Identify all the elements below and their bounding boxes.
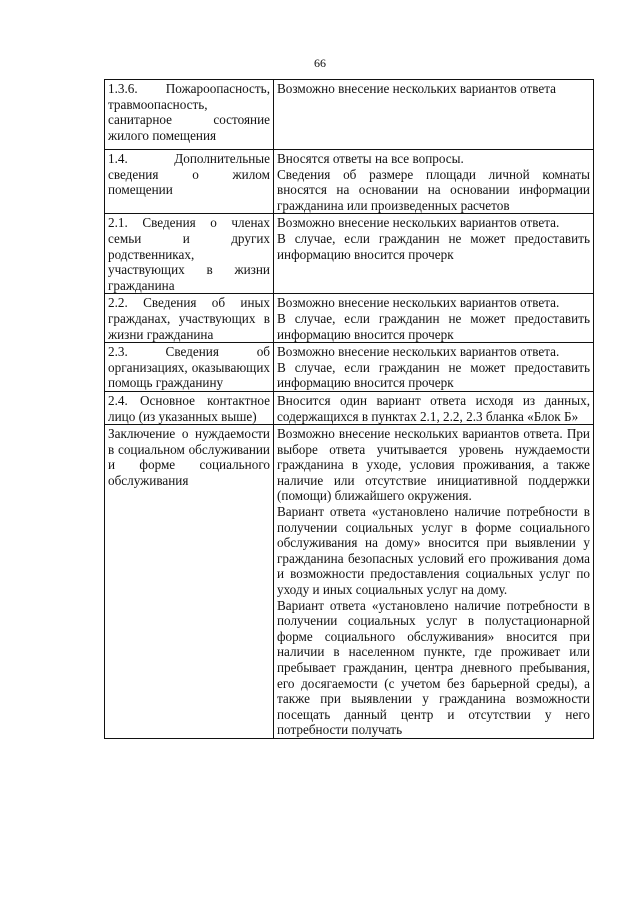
content-paragraph: Вариант ответа «установлено наличие потребности в получении социальных услуг в форме социального обслуживания на дому» вносится при выявлении у гражданина безопасных условий его проживания дома и возможности предоставления социальных услуг по уходу и иных социальных услуг на дому. [277,504,590,598]
row-label: Заключение о нуждаемости в социальном обслуживании и форме социального обслуживания [105,425,274,739]
content-paragraph: Возможно внесение нескольких вариантов ответа. [277,215,560,231]
row-label: 2.4. Основное контактное лицо (из указанных выше) [105,391,274,424]
page-number: 66 [314,56,326,70]
row-content [274,214,594,294]
row-content [274,80,594,150]
row-label: 1.4. Дополнительные сведения о жилом помещении [105,150,274,214]
table-row [105,214,594,294]
table-row [105,391,594,424]
row-content [274,150,594,214]
row-content [274,294,594,343]
row-content [274,391,594,424]
row-label: 1.3.6. Пожароопасность, травмоопасность, санитарное состояние жилого помещения [105,80,274,150]
content-paragraph: В случае, если гражданин не может предоставить информацию вносится прочерк [277,230,590,262]
content-paragraph: В случае, если гражданин не может предоставить информацию вносится прочерк [277,359,590,391]
table-row [105,343,594,392]
table-row [105,425,594,739]
content-paragraph: В случае, если гражданин не может предоставить информацию вносится прочерк [277,310,590,342]
table-row [105,150,594,214]
content-paragraph: Вносятся ответы на все вопросы. [277,151,464,166]
row-label: 2.1. Сведения о членах семьи и других родственниках, участвующих в жизни гражданина [105,214,274,294]
content-paragraph: Возможно внесение нескольких вариантов ответа. [277,344,560,360]
row-content [274,425,594,739]
content-paragraph: Возможно внесение нескольких вариантов ответа. [277,295,560,311]
row-label: 2.2. Сведения об иных гражданах, участвующих в жизни гражданина [105,294,274,343]
content-paragraph: Возможно внесение нескольких вариантов ответа. При выборе ответа учитывается уровень нуждаемости гражданина в уходе, условия проживания, а также наличие или отсутствие инициативной поддержки (помощи) ближайшего окружения. [277,426,590,504]
row-label: 2.3. Сведения об организациях, оказывающих помощь гражданину [105,343,274,392]
content-paragraph: Возможно внесение нескольких вариантов ответа [277,81,557,96]
content-paragraph: Вариант ответа «установлено наличие потребности в получении социальных услуг в полустационарной форме социального обслуживания» вносится при наличии в населенном пункте, где проживает или пребывает гражданин, центра дневного пребывания, его досягаемости (с учетом без барьерной среды), а также при выявлении у гражданина возможности посещать данный центр и отсутствии у него потребности получать [277,597,590,738]
row-content [274,343,594,392]
content-paragraph: Вносится один вариант ответа исходя из данных, содержащихся в пунктах 2.1, 2.2, 2.3 бланка «Блок Б» [277,392,590,424]
table-row [105,80,594,150]
content-paragraph: Сведения об размере площади личной комнаты вносятся на основании на основании информации гражданина или произведенных расчетов [277,166,590,213]
table-row [105,294,594,343]
instructions-table [104,79,594,739]
